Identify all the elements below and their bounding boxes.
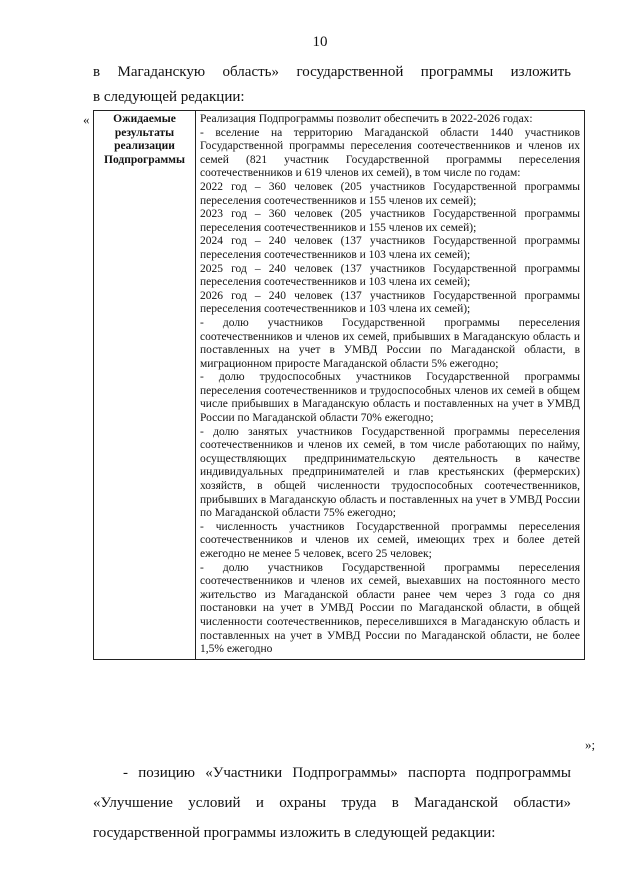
intro-line-2: в следующей редакции: — [93, 89, 245, 105]
table-left-header: Ожидаемые результаты реализации Подпрограммы — [94, 111, 196, 660]
table-line: 2023 год – 360 человек (205 участников Государственной программы переселения соотечественников и 155 членов их семей); — [200, 208, 580, 234]
table-line: 2022 год – 360 человек (205 участников Государственной программы переселения соотечественников и 155 членов их семей); — [200, 180, 580, 207]
table-line: - долю занятых участников Государственной программы переселения соотечественников и членов их семей, в том числе работающих по найму, осуществляющих предпринимательскую деятельность в качестве индивидуальных предпринимателей и глав крестьянских (фермерских) хозяйств, в общей численности трудоспособных соотечественников, прибывших в Магаданскую область и поставленных на учет в УМВД России по Магаданской области 75% ежегодно; — [200, 425, 580, 520]
results-table — [93, 110, 585, 660]
table-line: - долю участников Государственной программы переселения соотечественников и членов их семей, прибывших в Магаданскую область и поставленных на учет в УМВД России по Магаданской области, в миграционном приросте Магаданской области 5% ежегодно; — [200, 316, 580, 370]
after-line-3: государственной программы изложить в следующей редакции: — [93, 825, 496, 841]
table-line: - долю трудоспособных участников Государственной программы переселения соотечественников и трудоспособных членов их семей в общем числе прибывших в Магаданскую область и поставленных на учет в УМВД России по Магаданской области 70% ежегодно; — [200, 371, 580, 425]
after-line-1: - позицию «Участники Подпрограммы» паспорта подпрограммы — [123, 765, 571, 781]
after-line-2: «Улучшение условий и охраны труда в Магаданской области» — [93, 795, 571, 811]
table-row — [94, 111, 585, 660]
opening-quote: « — [83, 112, 90, 127]
table-line: - вселение на территорию Магаданской области 1440 участников Государственной программы переселения соотечественников и членов их семей (821 участник Государственной программы переселения соотечественников и 619 членов их семей), в том числе по годам: — [200, 126, 580, 180]
table-line: 2026 год – 240 человек (137 участников Государственной программы переселения соотечественников и 103 члена их семей); — [200, 289, 580, 316]
intro-line-1: в Магаданскую область» государственной программы изложить — [93, 64, 571, 80]
table-line: - численность участников Государственной программы переселения соотечественников и членов их семей, имеющих трех и более детей ежегодно не менее 5 человек, всего 25 человек; — [200, 520, 580, 560]
table-right-content — [196, 111, 585, 660]
table-line: Реализация Подпрограммы позволит обеспечить в 2022-2026 годах: — [200, 113, 533, 125]
closing-quote: »; — [585, 737, 596, 752]
table-line: - долю участников Государственной программы переселения соотечественников и членов их семей, выехавших на постоянного место жительство из Магаданской области ранее чем через 3 года со дня постановки на учет в УМВД России по Магаданской области, в общей численности соотечественников, переселившихся в Магаданскую область и поставленных на учет в УМВД России по Магаданской области, не более 1,5% ежегодно — [200, 561, 580, 656]
table-line: 2024 год – 240 человек (137 участников Государственной программы переселения соотечественников и 103 члена их семей); — [200, 235, 580, 261]
table-line: 2025 год – 240 человек (137 участников Государственной программы переселения соотечественников и 103 члена их семей); — [200, 262, 580, 289]
page-number: 10 — [312, 34, 328, 50]
